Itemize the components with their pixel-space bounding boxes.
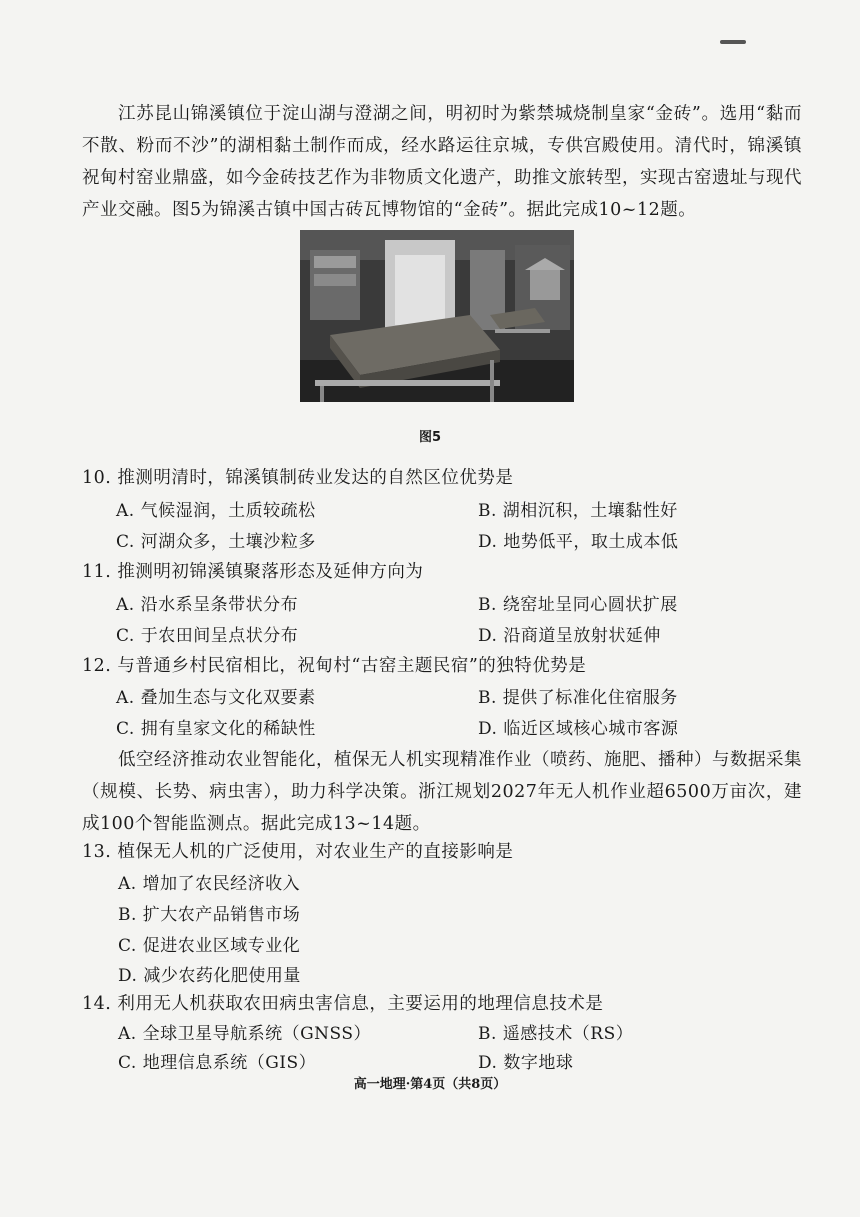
q11-option-a: A. 沿水系呈条带状分布 [116, 595, 299, 615]
q12-option-a: A. 叠加生态与文化双要素 [116, 688, 316, 708]
figure-5-photo [300, 230, 574, 402]
question-10-stem: 10. 推测明清时，锦溪镇制砖业发达的自然区位优势是 [82, 468, 514, 488]
passage-drone: 低空经济推动农业智能化，植保无人机实现精准作业（喷药、施肥、播种）与数据采集（规模、长势、病虫害），助力科学决策。浙江规划2027年无人机作业超6500万亩次，建成100个智能监测点。据此完成13~14题。 [82, 750, 802, 834]
scan-mark [720, 40, 746, 44]
q11-option-b: B. 绕窑址呈同心圆状扩展 [478, 595, 678, 615]
q14-option-a: A. 全球卫星导航系统（GNSS） [118, 1024, 372, 1044]
q12-option-b: B. 提供了标准化住宿服务 [478, 688, 678, 708]
question-13-stem: 13. 植保无人机的广泛使用，对农业生产的直接影响是 [82, 842, 514, 862]
question-12-stem: 12. 与普通乡村民宿相比，祝甸村“古窑主题民宿”的独特优势是 [82, 656, 587, 676]
museum-golden-brick-image [300, 230, 574, 402]
q12-option-c: C. 拥有皇家文化的稀缺性 [116, 719, 316, 739]
q13-option-c: C. 促进农业区域专业化 [118, 936, 301, 956]
question-14-stem: 14. 利用无人机获取农田病虫害信息，主要运用的地理信息技术是 [82, 994, 604, 1014]
q14-option-d: D. 数字地球 [478, 1053, 574, 1073]
page-footer: 高一地理·第4页（共8页） [353, 1077, 507, 1092]
q14-option-c: C. 地理信息系统（GIS） [118, 1053, 317, 1073]
q13-option-d: D. 减少农药化肥使用量 [118, 966, 301, 986]
q10-option-c: C. 河湖众多，土壤沙粒多 [116, 532, 316, 552]
passage-jinxi: 江苏昆山锦溪镇位于淀山湖与澄湖之间，明初时为紫禁城烧制皇家“金砖”。选用“黏而不散、粉而不沙”的湖相黏土制作而成，经水路运往京城，专供宫殿使用。清代时，锦溪镇祝甸村窑业鼎盛，如今金砖技艺作为非物质文化遗产，助推文旅转型，实现古窑遗址与现代产业交融。图5为锦溪古镇中国古砖瓦博物馆的“金砖”。据此完成10~12题。 [82, 104, 802, 220]
question-11-stem: 11. 推测明初锦溪镇聚落形态及延伸方向为 [82, 562, 424, 582]
q10-option-a: A. 气候湿润，土质较疏松 [116, 501, 316, 521]
q11-option-c: C. 于农田间呈点状分布 [116, 626, 299, 646]
q10-option-d: D. 地势低平，取土成本低 [478, 532, 679, 552]
q10-option-b: B. 湖相沉积，土壤黏性好 [478, 501, 678, 521]
q12-option-d: D. 临近区域核心城市客源 [478, 719, 679, 739]
figure-caption: 图5 [418, 430, 442, 445]
q13-option-b: B. 扩大农产品销售市场 [118, 905, 301, 925]
q13-option-a: A. 增加了农民经济收入 [118, 874, 301, 894]
q11-option-d: D. 沿商道呈放射状延伸 [478, 626, 661, 646]
q14-option-b: B. 遥感技术（RS） [478, 1024, 634, 1044]
